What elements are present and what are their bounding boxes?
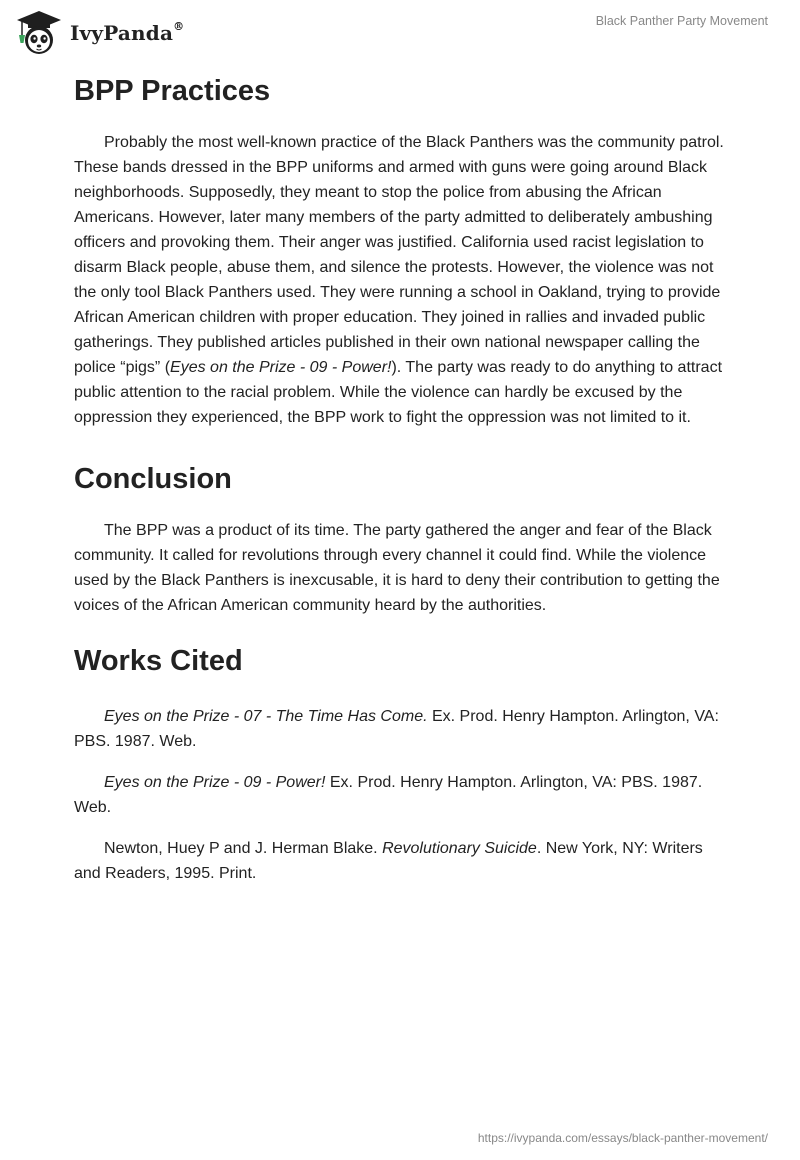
essay-content: [74, 70, 726, 886]
logo[interactable]: [14, 8, 184, 58]
citation-entry: Newton, Huey P and J. Herman Blake. Revolutionary Suicide. New York, NY: Writers and Readers, 1995. Print.: [74, 840, 703, 882]
section-title-bpp-practices: BPP Practices: [74, 75, 271, 107]
paragraph-conclusion: The BPP was a product of its time. The party gathered the anger and fear of the Black community. It called for revolutions through every channel it could find. While the violence used by the Black Panthers is inexcusable, it is hard to deny their contribution to getting the voices of the African American community heard by the authorities.: [74, 522, 720, 614]
logo-text: IvyPanda®: [70, 20, 185, 45]
section-title-works-cited: Works Cited: [74, 645, 243, 677]
footer-url-link[interactable]: https://ivypanda.com/essays/black-panther-movement/: [477, 1131, 768, 1145]
citation-entry: Eyes on the Prize - 07 - The Time Has Come. Ex. Prod. Henry Hampton. Arlington, VA: PBS. 1987. Web.: [74, 708, 719, 750]
running-title: Black Panther Party Movement: [595, 14, 768, 28]
citation-entry: Eyes on the Prize - 09 - Power! Ex. Prod. Henry Hampton. Arlington, VA: PBS. 1987. Web.: [74, 774, 703, 816]
panda-logo-icon: [14, 9, 64, 57]
paragraph-bpp-practices: Probably the most well-known practice of the Black Panthers was the community patrol. These bands dressed in the BPP uniforms and armed with guns were going around Black neighborhoods. Supposedly, they meant to stop the police from abusing the African Americans. However, later many members of the party admitted to deliberately ambushing officers and provoking them. Their anger was justified. California used racist legislation to disarm Black people, abuse them, and silence the protests. However, the violence was not the only tool Black Panthers used. They were running a school in Oakland, trying to provide African American children with proper education. They joined in rallies and invaded public gatherings. They published articles published in their own national newspaper calling the police “pigs” (Eyes on the Prize - 09 - Power!). The party was ready to do anything to attract public attention to the racial problem. While the violence can hardly be excused by the oppression they experienced, the BPP work to fight the oppression was not limited to it.: [74, 134, 724, 426]
inline-citation: Eyes on the Prize - 09 - Power!: [170, 359, 392, 376]
section-title-conclusion: Conclusion: [74, 463, 232, 495]
